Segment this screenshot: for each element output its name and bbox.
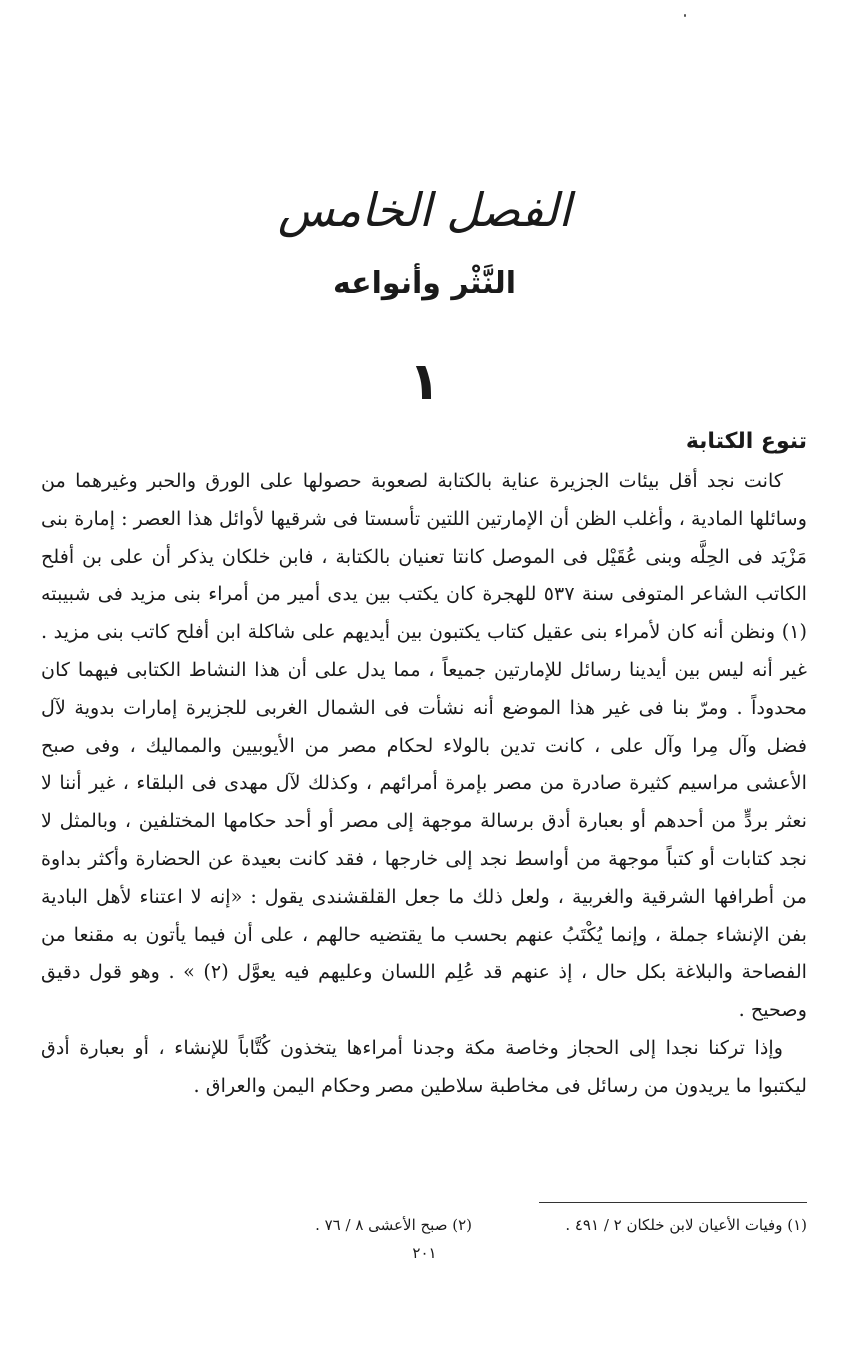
paragraph: كانت نجد أقل بيئات الجزيرة عناية بالكتابة لصعوبة حصولها على الورق والحبر وغيرهما من وسائلها المادية ، وأغلب الظن أن الإمارتين اللتين تأسستا فى شرقيها لأوائل هذا العصر : إمارة بنى مَزْيَد فى الحِلَّه وبنى عُقَيْل فى الموصل كانتا تعنيان بالكتابة ، فابن خلكان يذكر أن على بن أفلح الكاتب الشاعر المتوفى سنة ٥٣٧ للهجرة كان يكتب بين يدى أمير من أمراء بنى مزيد فى شبيبته (١) ونظن أنه كان لأمراء بنى عقيل كتاب يكتبون بين أيديهم على شاكلة ابن أفلح كاتب بنى مزيد . غير أنه ليس بين أيدينا رسائل للإمارتين جميعاً ، مما يدل على أن هذا النشاط الكتابى فيهما كان محدوداً . ومرّ بنا فى غير هذا الموضع أنه نشأت فى الشمال الغربى للجزيرة إمارات بدوية لآل فضل وآل مِرا وآل على ، كانت تدين بالولاء لحكام مصر من الأيوبيين والمماليك ، وفى صبح الأعشى مراسيم كثيرة صادرة من مصر بإمرة أمرائهم ، وكذلك لآل مهدى فى البلقاء ، غير أننا لا نعثر بردٍّ من أحدهم أو بعبارة أدق برسالة موجهة إلى مصر أو أحد حكامها المختلفين ، وبالمثل لا نجد كتابات أو كتباً موجهة من أواسط نجد إلى خارجها ، فقد كانت بعيدة عن الحضارة وأكثر بداوة من أطرافها الشرقية والغربية ، ولعل ذلك ما جعل القلقشندى يقول : «إنه لا اعتناء لأهل البادية بفن الإنشاء جملة ، وإنما يُكْتَبُ عنهم بحسب ما يقتضيه حالهم ، على أن فيما يأتون به مقنعا من الفصاحة والبلاغة بكل حال ، إذ عنهم قد عُلِم اللسان وعليهم فيه يعوَّل (٢) » . وهو قول دقيق وصحيح . bbox=[41, 469, 808, 1022]
footnote-2: (٢) صبح الأعشى ٨ / ٧٦ . bbox=[315, 1216, 472, 1234]
footnote-1: (١) وفيات الأعيان لابن خلكان ٢ / ٤٩١ . bbox=[565, 1216, 807, 1234]
page-number: ٢٠١ bbox=[412, 1244, 437, 1262]
footnote-divider bbox=[539, 1202, 807, 1203]
section-number: ١ bbox=[408, 352, 441, 412]
print-speck bbox=[684, 14, 686, 17]
footnotes bbox=[41, 1208, 807, 1242]
paragraph: وإذا تركنا نجدا إلى الحجاز وخاصة مكة وجدنا أمراءها يتخذون كُتَّاباً للإنشاء ، أو بعبارة أدق ليكتبوا ما يريدون من رسائل فى مخاطبة سلاطين مصر وحكام اليمن والعراق . bbox=[41, 1035, 807, 1097]
chapter-subtitle: النَّثْر وأنواعه bbox=[332, 266, 517, 301]
chapter-title: الفصل الخامس bbox=[277, 183, 572, 237]
body-text bbox=[41, 462, 807, 1105]
section-heading: تنوع الكتابة bbox=[685, 429, 807, 454]
